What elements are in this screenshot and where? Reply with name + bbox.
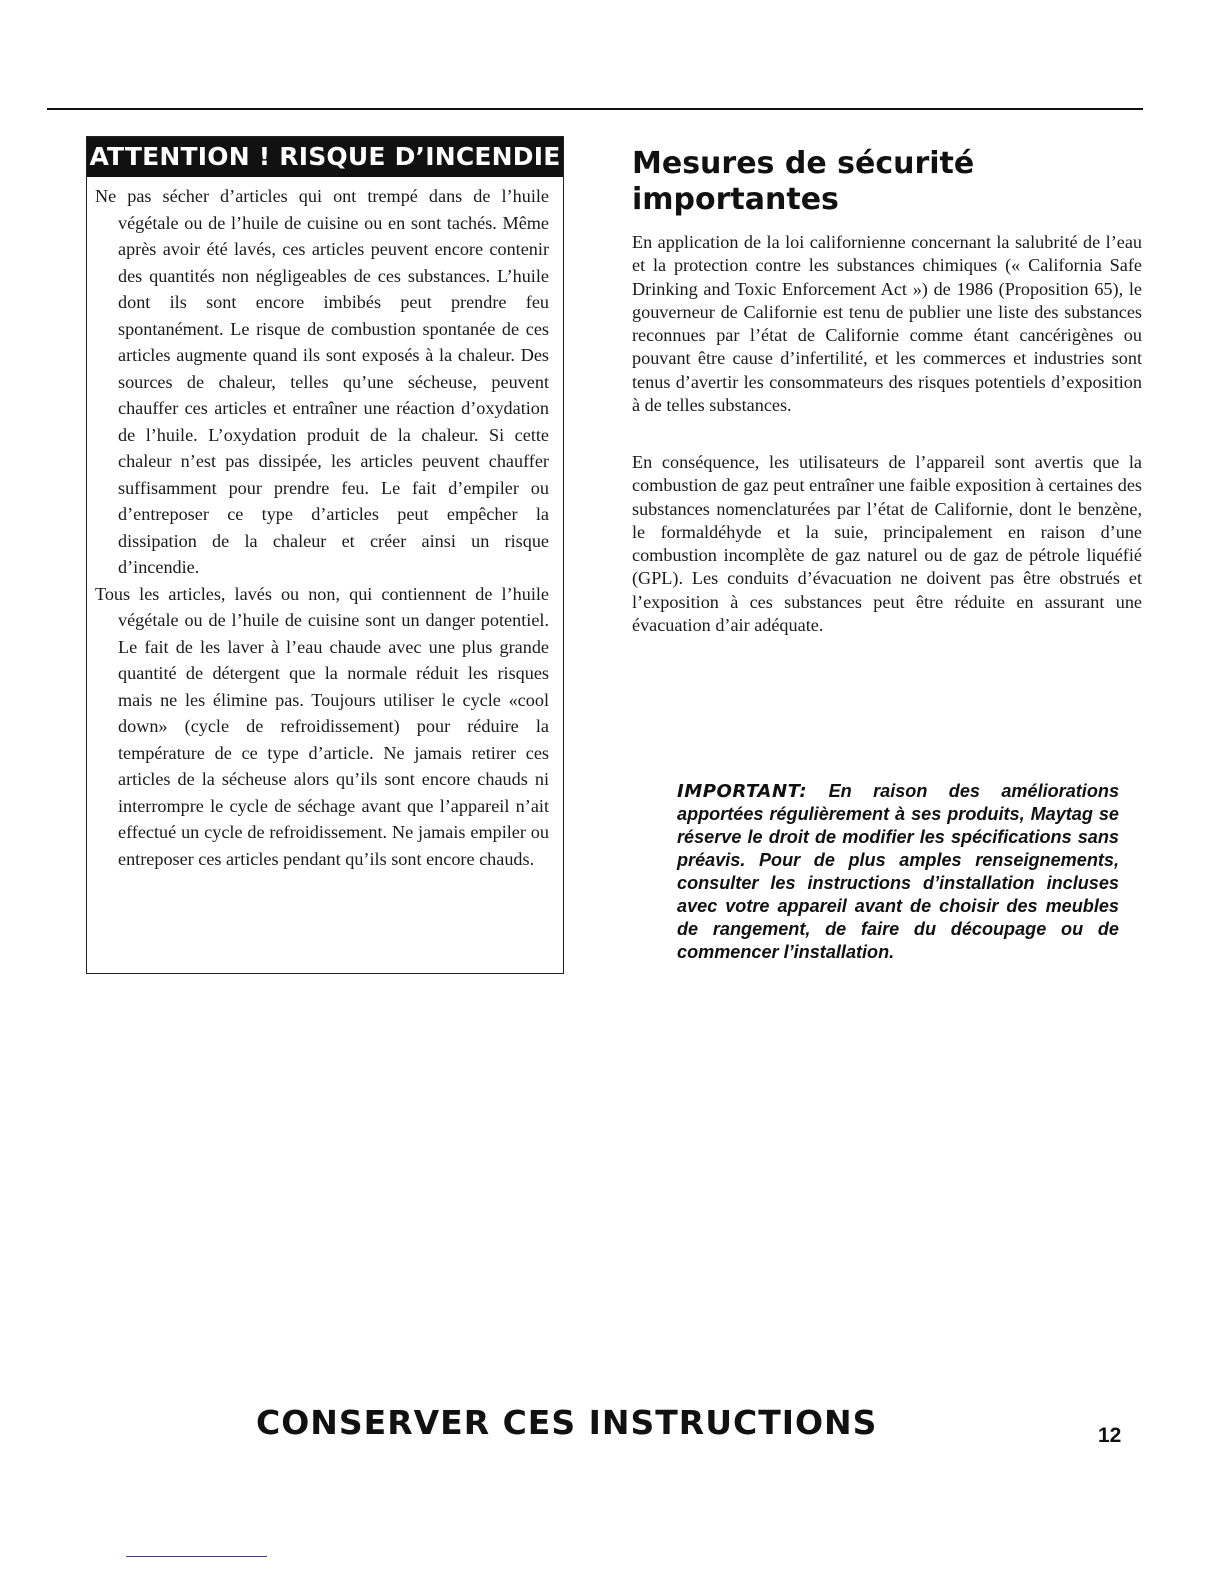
bottom-rule	[126, 1556, 267, 1557]
fire-warning-paragraph: Ne pas sécher d’articles qui ont trempé dans de l’huile végétale ou de l’huile de cuisine ou en sont tachés. Même après avoir été lavés, ces articles peuvent encore contenir des quantités non négligeables de ces substances. L’huile dont ils sont encore imbibés peut prendre feu spontanément. Le risque de combustion spontanée de ces articles augmente quand ils sont exposés à la chaleur. Des sources de chaleur, telles qu’une sécheuse, peuvent chauffer ces articles et entraîner une réaction d’oxydation de l’huile. L’oxydation produit de la chaleur. Si cette chaleur n’est pas dissipée, les articles peuvent chauffer suffisamment pour prendre feu. Le fait d’empiler ou d’entreposer ce type d’articles peut empêcher la dissipation de la chaleur et créer ainsi un risque d’incendie.	[95, 186, 549, 577]
fire-warning-body	[87, 177, 563, 872]
fire-warning-box	[86, 136, 564, 974]
footer-title: CONSERVER CES INSTRUCTIONS	[256, 1403, 878, 1442]
page-number: 12	[1098, 1424, 1122, 1447]
important-text: En raison des améliorations apportées régulièrement à ses produits, Maytag se réserve le droit de modifier les spécifications sans préavis. Pour de plus amples renseignements, consulter les instructions d’installation incluses avec votre appareil avant de choisir des meubles de rangement, de faire du découpage ou de commencer l’installation.	[677, 781, 1120, 962]
safety-heading-line1: Mesures de sécurité	[632, 146, 975, 181]
safety-heading-line2: importantes	[632, 182, 839, 217]
fire-warning-title: ATTENTION ! RISQUE D’INCENDIE	[87, 137, 563, 177]
top-rule	[47, 108, 1143, 110]
safety-heading	[632, 146, 1152, 218]
prop65-paragraph: En application de la loi californienne concernant la salubrité de l’eau et la protection contre les substances chimiques (« California Safe Drinking and Toxic Enforcement Act ») de 1986 (Proposition 65), le gouverneur de Californie est tenu de publier une liste des substances reconnues par l’état de Californie comme étant cancérigènes ou pouvant être cause d’infertilité, et les commerces et industries sont tenus d’avertir les consommateurs des risques potentiels d’exposition à de telles substances.	[632, 232, 1142, 416]
important-notice	[677, 780, 1119, 964]
fire-warning-paragraph: Tous les articles, lavés ou non, qui contiennent de l’huile végétale ou de l’huile de cuisine sont un danger potentiel. Le fait de les laver à l’eau chaude avec une plus grande quantité de détergent que la normale réduit les risques mais ne les élimine pas. Toujours utiliser le cycle «cool down» (cycle de refroidissement) pour réduire la température de ce type d’article. Ne jamais retirer ces articles de la sécheuse alors qu’ils sont encore chauds ni interrompre le cycle de séchage avant que l’appareil n’ait effectué un cycle de refroidissement. Ne jamais empiler ou entreposer ces articles pendant qu’ils sont encore chauds.	[95, 583, 549, 869]
important-lead: IMPORTANT:	[677, 781, 808, 802]
gas-exposure-paragraph: En conséquence, les utilisateurs de l’appareil sont avertis que la combustion de gaz peut entraîner une faible exposition à certaines des substances nomenclaturées par l’état de Californie, dont le benzène, le formaldéhyde et la suie, principalement en raison d’une combustion incomplète de gaz naturel ou de gaz de pétrole liquéfié (GPL). Les conduits d’évacuation ne doivent pas être obstrués et l’exposition à ces substances peut être réduite en assurant une évacuation d’air adéquate.	[632, 452, 1142, 636]
